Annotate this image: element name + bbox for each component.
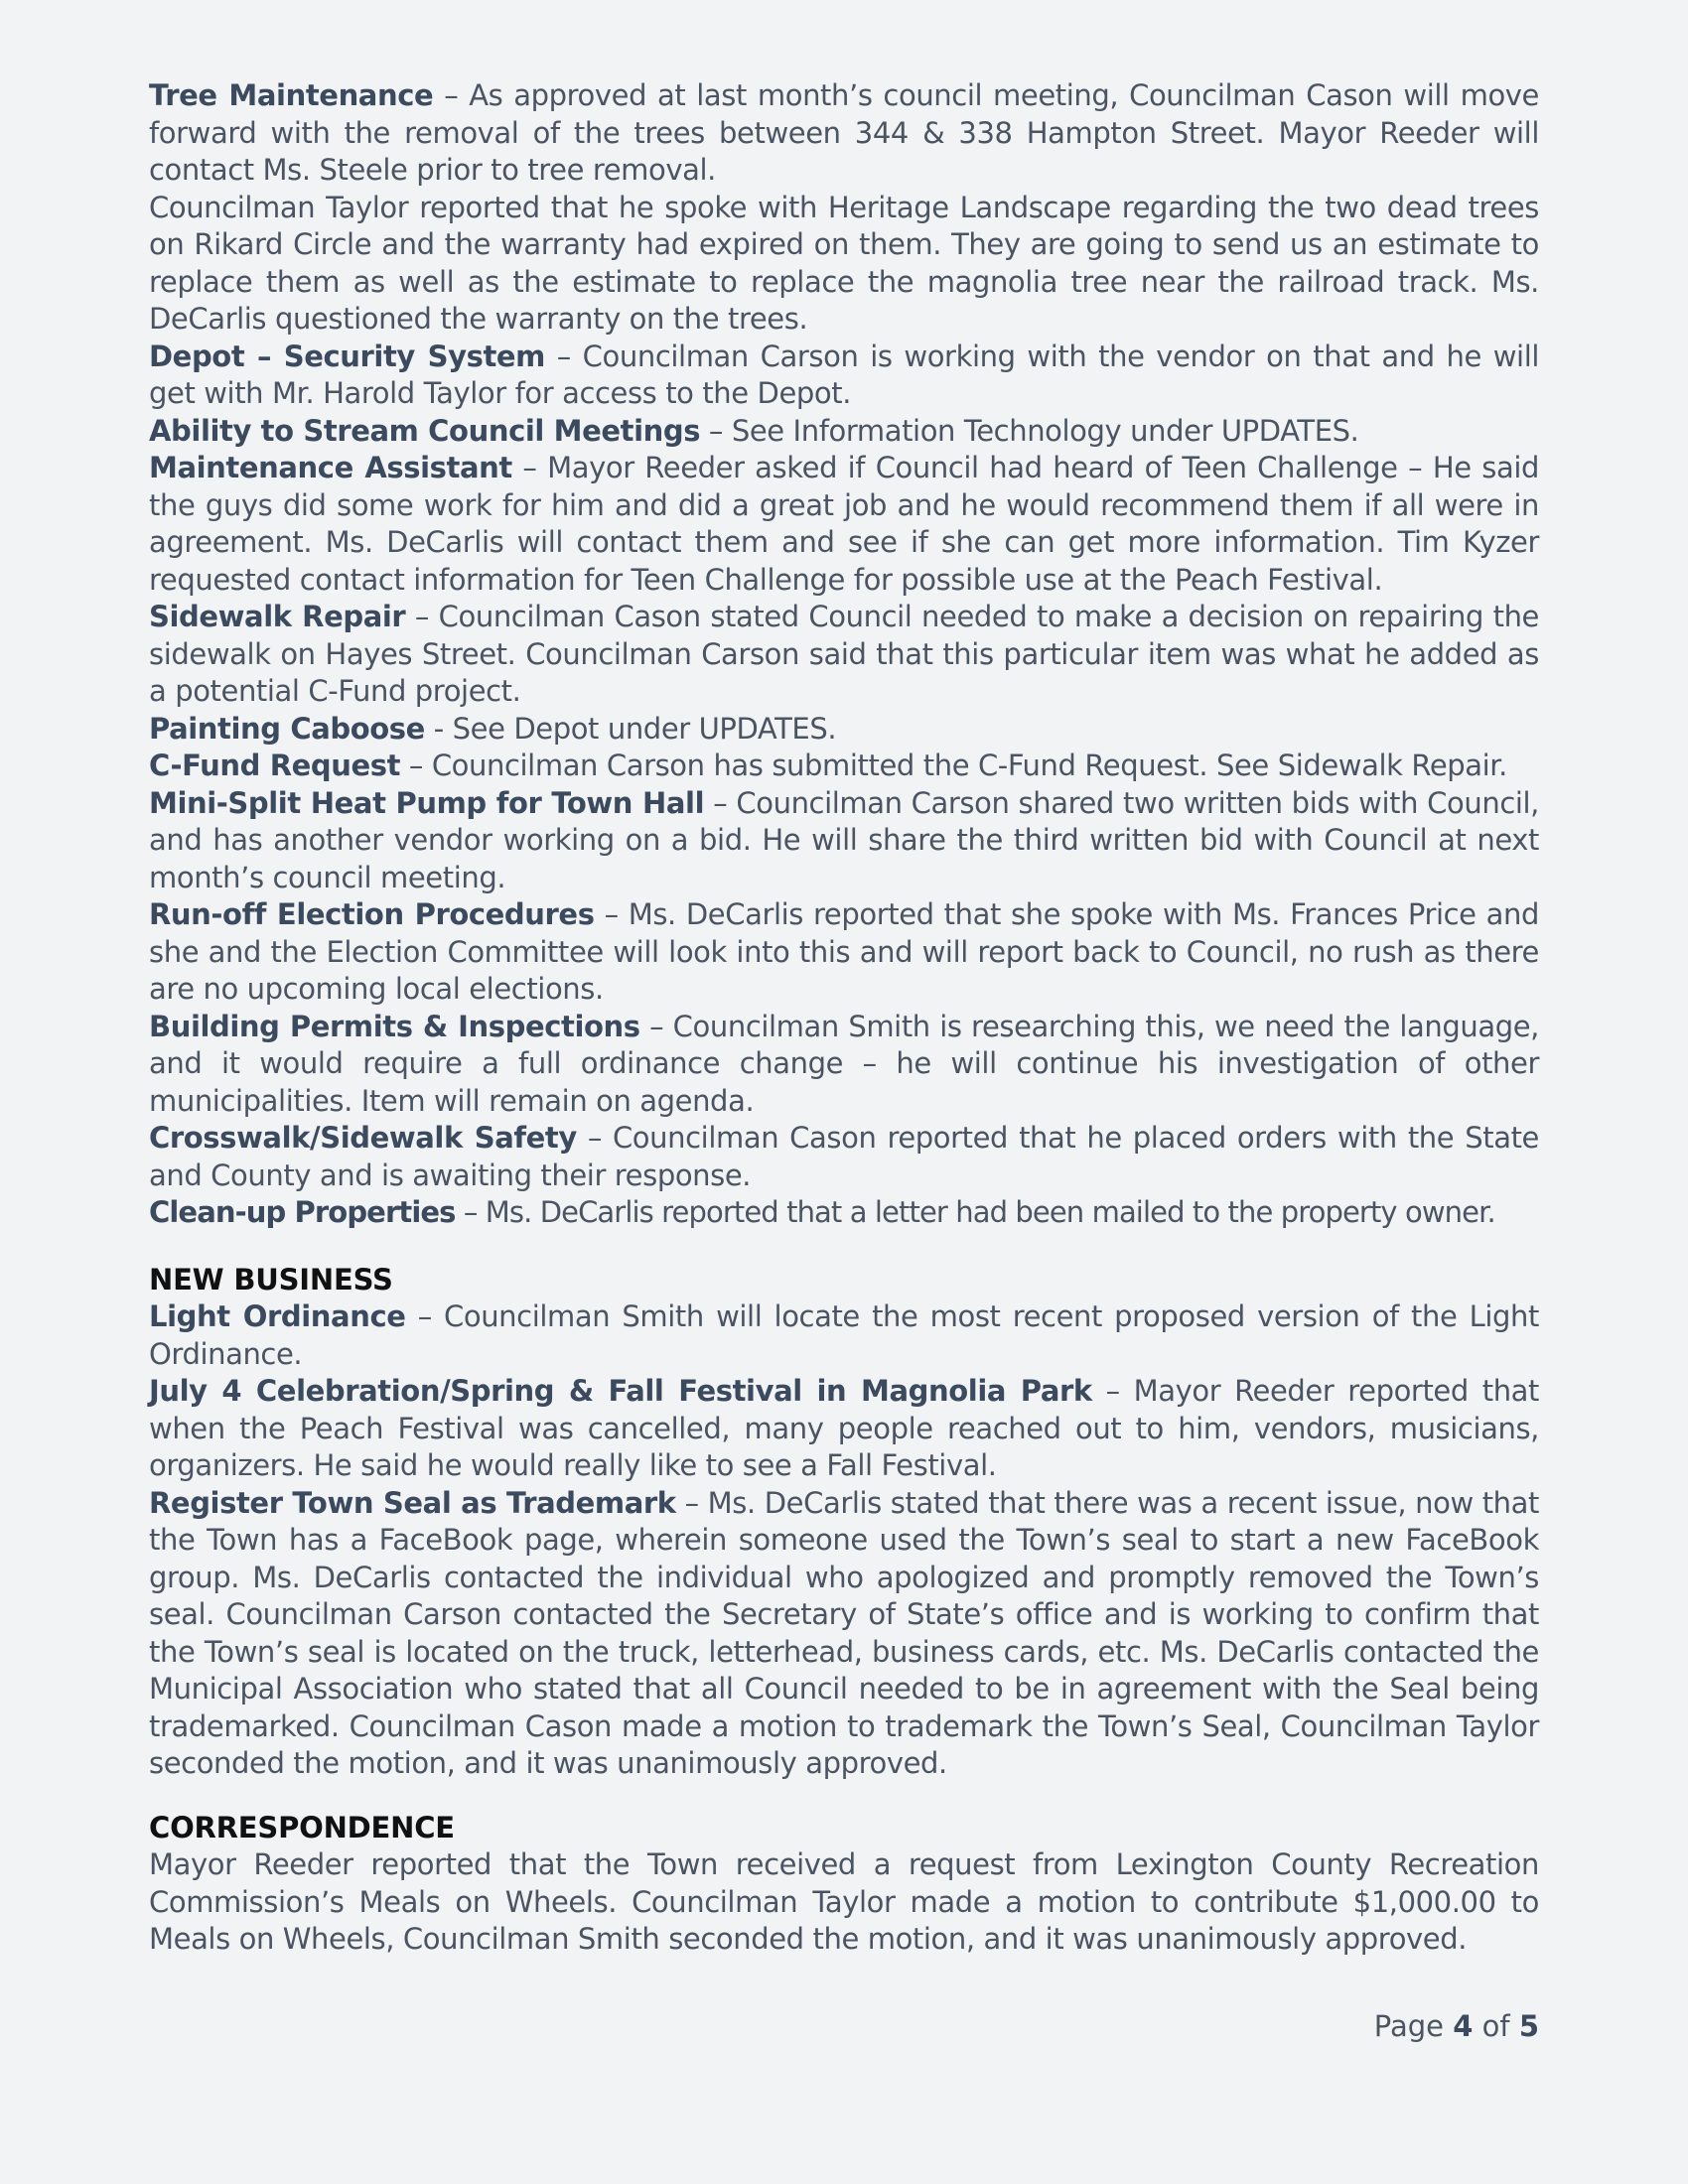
page-total: 5 bbox=[1518, 2009, 1539, 2043]
item-text: – Mayor Reeder asked if Council had heard of Teen Challenge – He said the guys did some work for him and did a great job and he would recommend them if all were in agreement. Ms. DeCarlis will contact them and see if she can get more information. Tim Kyzer requested contact information for Teen Challenge for possible use at the Peach Festival. bbox=[149, 451, 1539, 597]
item-title: Sidewalk Repair bbox=[149, 600, 406, 633]
item-title: Ability to Stream Council Meetings bbox=[149, 413, 701, 448]
item-light-ordinance bbox=[149, 1298, 1539, 1373]
item-title: Tree Maintenance bbox=[149, 78, 434, 112]
page-prefix: Page bbox=[1373, 2009, 1454, 2043]
item-text: – See Information Technology under UPDATES. bbox=[700, 413, 1359, 448]
section-spacer bbox=[149, 1232, 1539, 1262]
item-run-off-election bbox=[149, 896, 1539, 1009]
item-title: Building Permits & Inspections bbox=[149, 1009, 640, 1043]
correspondence-section bbox=[149, 1810, 1539, 1959]
item-text: – Councilman Smith is researching this, we need the language, and it would require a full ordinance change – he will continue his investigation of other municipalities. Item will remain on agenda. bbox=[149, 1009, 1539, 1118]
item-depot-security bbox=[149, 339, 1539, 413]
item-title: Register Town Seal as Trademark bbox=[149, 1485, 676, 1520]
item-title: Run-off Election Procedures bbox=[149, 897, 595, 931]
item-text: – Councilman Cason stated Council needed to make a decision on repairing the sidewalk on Hayes Street. Councilman Carson said that this particular item was what he added as a potential C-Fund project. bbox=[149, 600, 1539, 708]
item-text: – Ms. DeCarlis reported that she spoke with Ms. Frances Price and she and the Election Committee will look into this and will report back to Council, no rush as there are no upcoming local elections. bbox=[149, 897, 1539, 1006]
minutes-page bbox=[149, 77, 1539, 1959]
item-stream-meetings bbox=[149, 413, 1539, 451]
item-tree-maintenance bbox=[149, 77, 1539, 190]
item-text: – Councilman Smith will locate the most recent proposed version of the Light Ordinance. bbox=[149, 1299, 1540, 1371]
item-maintenance-assistant bbox=[149, 450, 1539, 599]
item-building-permits bbox=[149, 1009, 1539, 1121]
new-business-section bbox=[149, 1262, 1539, 1783]
correspondence-heading: CORRESPONDENCE bbox=[149, 1810, 455, 1844]
item-title: Depot – Security System bbox=[149, 339, 545, 373]
item-text: – Councilman Cason reported that he placed orders with the State and County and is awaiting their response. bbox=[149, 1121, 1539, 1192]
item-sidewalk-repair bbox=[149, 599, 1539, 711]
item-title: Maintenance Assistant bbox=[149, 451, 512, 484]
new-business-heading: NEW BUSINESS bbox=[149, 1262, 393, 1297]
item-text: Councilman Taylor reported that he spoke with Heritage Landscape regarding the two dead trees on Rikard Circle and the warranty had expired on them. They are going to send us an estimate to replace them as well as the estimate to replace the magnolia tree near the railroad track. Ms. DeCarlis questioned the warranty on the trees. bbox=[149, 190, 1539, 336]
item-town-seal-trademark bbox=[149, 1485, 1539, 1783]
item-title: Light Ordinance bbox=[149, 1299, 406, 1333]
item-painting-caboose bbox=[149, 711, 1539, 749]
item-text: – Mayor Reeder reported that when the Peach Festival was cancelled, many people reached out to him, vendors, musicians, organizers. He said he would really like to see a Fall Festival. bbox=[149, 1374, 1540, 1482]
page-current: 4 bbox=[1453, 2009, 1474, 2043]
section-spacer bbox=[149, 1783, 1539, 1810]
page-middle: of bbox=[1473, 2009, 1519, 2043]
item-mini-split bbox=[149, 785, 1539, 897]
item-text: – Ms. DeCarlis reported that a letter had been mailed to the property owner. bbox=[455, 1195, 1495, 1229]
item-c-fund-request bbox=[149, 748, 1539, 785]
correspondence-text: Mayor Reeder reported that the Town received a request from Lexington County Recreation Commission’s Meals on Wheels. Councilman Taylor made a motion to contribute $1,000.00 to Meals on Wheels, Councilman Smith seconded the motion, and it was unanimously approved. bbox=[149, 1847, 1539, 1956]
page-number bbox=[1374, 2009, 1539, 2043]
item-title: Clean-up Properties bbox=[149, 1195, 456, 1229]
item-title: Painting Caboose bbox=[149, 711, 425, 746]
item-july-4-celebration bbox=[149, 1373, 1539, 1485]
item-crosswalk-safety bbox=[149, 1120, 1539, 1194]
item-text: – As approved at last month’s council meeting, Councilman Cason will move forward with the removal of the trees between 344 & 338 Hampton Street. Mayor Reeder will contact Ms. Steele prior to tree removal. bbox=[149, 78, 1539, 187]
item-tree-maintenance-continued bbox=[149, 190, 1539, 339]
item-text: – Ms. DeCarlis stated that there was a recent issue, now that the Town has a FaceBook page, wherein someone used the Town’s seal to start a new FaceBook group. Ms. DeCarlis contacted the individual who apologized and promptly removed the Town’s seal. Councilman Carson contacted the Secretary of State’s office and is working to confirm that the Town’s seal is located on the truck, letterhead, business cards, etc. Ms. DeCarlis contacted the Municipal Association who stated that all Council needed to be in agreement with the Seal being trademarked. Councilman Cason made a motion to trademark the Town’s Seal, Councilman Taylor seconded the motion, and it was unanimously approved. bbox=[149, 1485, 1539, 1780]
item-title: July 4 Celebration/Spring & Fall Festival in Magnolia Park bbox=[149, 1374, 1092, 1408]
old-business-section bbox=[149, 77, 1539, 1232]
item-title: Mini-Split Heat Pump for Town Hall bbox=[149, 785, 705, 820]
item-title: C-Fund Request bbox=[149, 749, 401, 782]
item-clean-up-properties bbox=[149, 1194, 1539, 1232]
item-text: – Councilman Carson shared two written bids with Council, and has another vendor working on a bid. He will share the third written bid with Council at next month’s council meeting. bbox=[149, 785, 1539, 894]
item-text: – Councilman Carson has submitted the C-Fund Request. See Sidewalk Repair. bbox=[400, 749, 1507, 782]
item-text: - See Depot under UPDATES. bbox=[424, 711, 837, 746]
item-title: Crosswalk/Sidewalk Safety bbox=[149, 1121, 577, 1155]
item-text: – Councilman Carson is working with the vendor on that and he will get with Mr. Harold Taylor for access to the Depot. bbox=[149, 339, 1540, 410]
